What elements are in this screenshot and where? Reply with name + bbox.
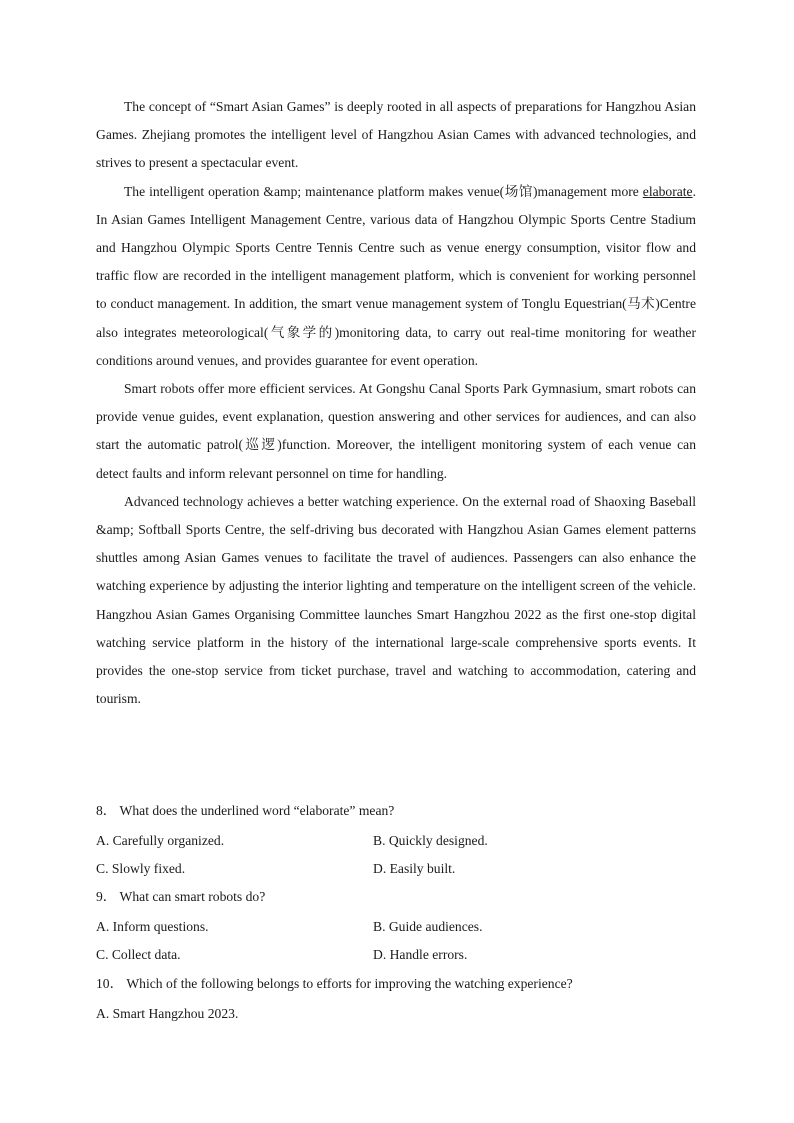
paragraph-1: The concept of “Smart Asian Games” is deeply rooted in all aspects of preparations for Hangzhou Asian Games. Zhejiang promotes the intelligent level of Hangzhou Asian Cames with advanced technologies, and strives to present a spectacular event. [96,99,696,171]
question-9-stem: 9． What can smart robots do? [96,889,266,904]
question-8-option-a: A. Carefully organized. [96,833,225,848]
question-10-option-a: A. Smart Hangzhou 2023. [96,1006,239,1021]
paragraph-2-rest: . In Asian Games Intelligent Management Centre, various data of Hangzhou Olympic Sports Centre Stadium and Hangzhou Olympic Sports Centre Tennis Centre such as venue energy consumption, visitor flow and traffic flow are recorded in the intelligent management platform, which is convenient for working personnel to conduct management. In addition, the smart venue management system of Tonglu Equestrian(马术)Centre also integrates meteorological(气象学的)monitoring data, to carry out real-time monitoring for weather conditions around venues, and provides guarantee for event operation. [96,183,696,368]
question-9-option-c: C. Collect data. [96,947,181,962]
question-8-option-c: C. Slowly fixed. [96,861,186,876]
question-9-option-d: D. Handle errors. [373,947,468,962]
paragraph-2-start: The intelligent operation &amp; maintenance platform makes venue(场馆)management more [124,183,643,199]
question-9-option-b: B. Guide audiences. [373,919,483,934]
question-9-option-a: A. Inform questions. [96,919,209,934]
paragraph-4: Advanced technology achieves a better watching experience. On the external road of Shaoxing Baseball &amp; Softball Sports Centre, the self-driving bus decorated with Hangzhou Asian Games element patterns shuttles among Asian Games venues to facilitate the travel of audiences. Passengers can also enhance the watching experience by adjusting the interior lighting and temperature on the intelligent screen of the vehicle. Hangzhou Asian Games Organising Committee launches Smart Hangzhou 2022 as the first one-stop digital watching service platform in the history of the international large-scale comprehensive sports events. It provides the one-stop service from ticket purchase, travel and watching to accommodation, catering and tourism. [96,493,696,707]
question-10-stem: 10． Which of the following belongs to efforts for improving the watching experience? [96,976,573,991]
question-8-option-d: D. Easily built. [373,861,456,876]
paragraph-2 [96,178,696,375]
paragraph-3: Smart robots offer more efficient services. At Gongshu Canal Sports Park Gymnasium, smart robots can provide venue guides, event explanation, question answering and other services for audiences, and can also start the automatic patrol(巡逻)function. Moreover, the intelligent monitoring system of each venue can detect faults and inform relevant personnel on time for handling. [96,381,696,481]
question-8-stem: 8． What does the underlined word “elaborate” mean? [96,803,395,818]
question-8-option-b: B. Quickly designed. [373,833,488,848]
reading-passage [96,93,696,713]
underlined-word: elaborate [642,183,693,199]
